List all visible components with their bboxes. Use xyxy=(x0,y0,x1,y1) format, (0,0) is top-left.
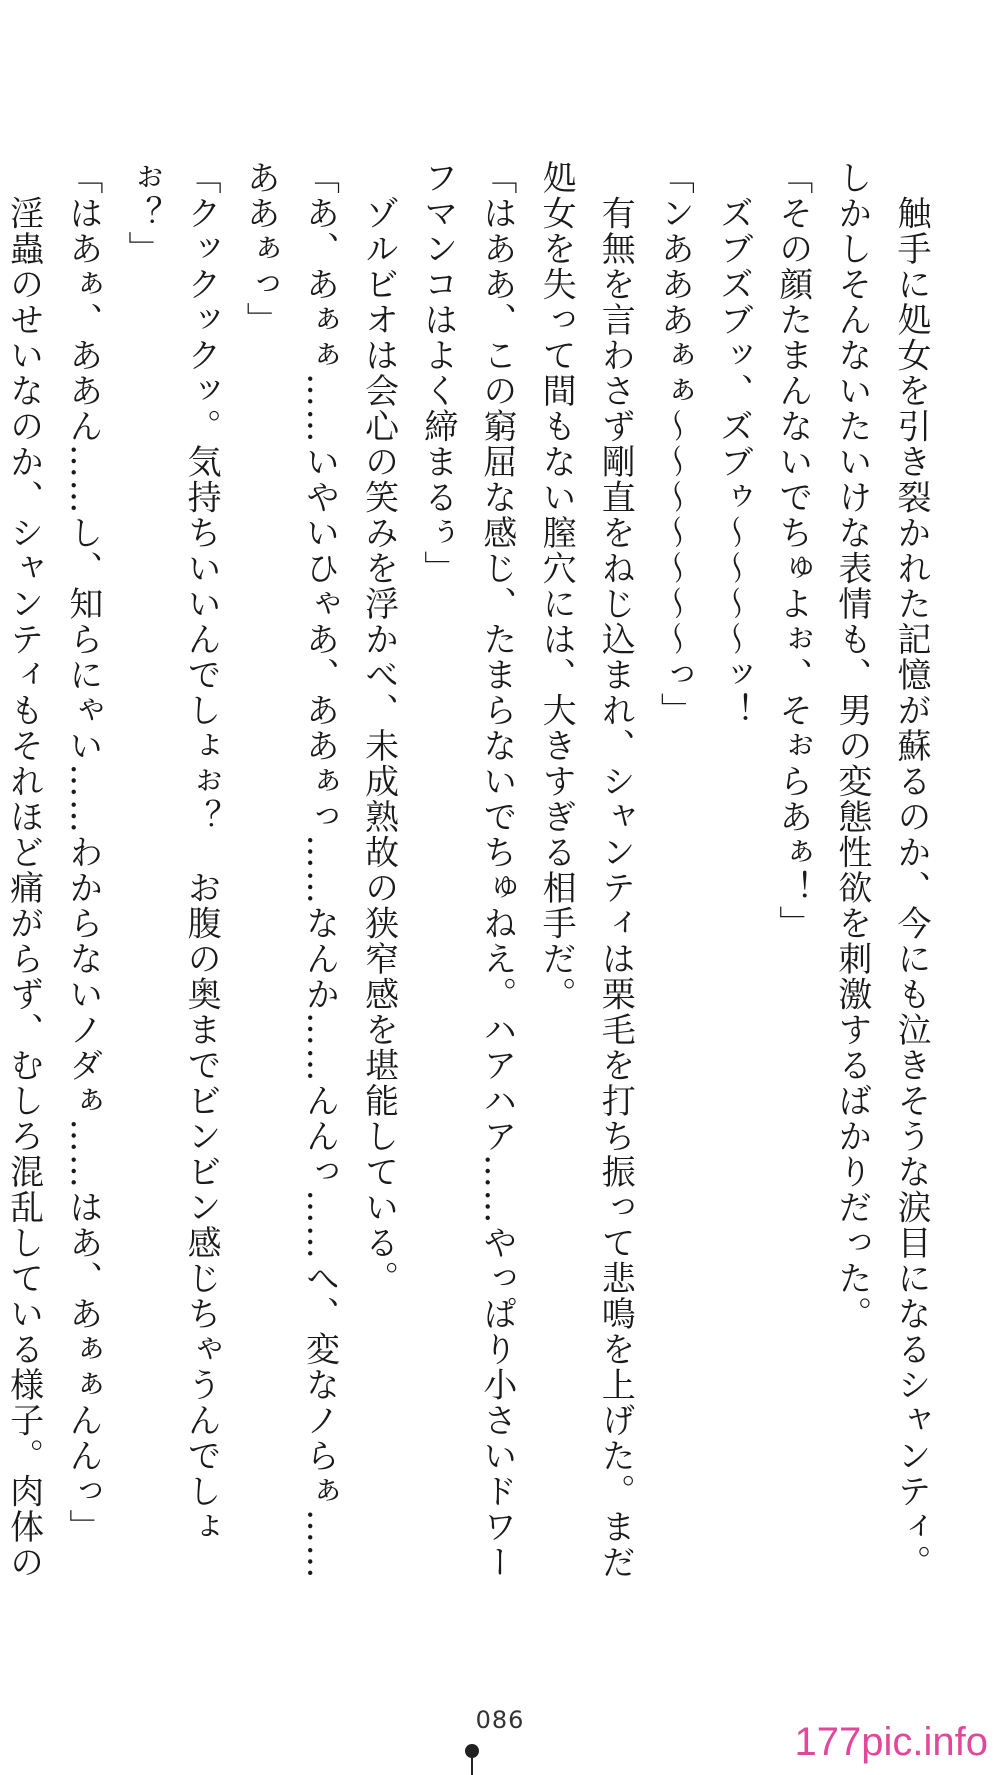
text-line: 「クックックッ。気持ちいいんでしょぉ？ お腹の奥までビンビン感じちゃうんでしょ xyxy=(181,160,222,1545)
text-line: 淫蟲のせいなのか、シャンティもそれほど痛がらず、むしろ混乱している様子。肉体の xyxy=(3,160,44,1580)
text-line: 「はあぁ、ああん……し、知らにゃい……わからないノダぁ……はあ、あぁぁんんっ」 xyxy=(62,160,103,1545)
text-line: 「ンあああぁぁ～～～～～～～っ」 xyxy=(654,160,695,728)
text-line: 処女を失って間もない膣穴には、大きすぎる相手だ。 xyxy=(536,160,577,1012)
text-line: 「はああ、この窮屈な感じ、たまらないでちゅねえ。ハアハア……やっぱり小さいドワー xyxy=(476,160,517,1580)
text-line: ズブズブッ、ズブゥ～～～～ッ！ xyxy=(713,160,754,728)
text-line: 「その顔たまんないでちゅよぉ、そぉらあぁ！」 xyxy=(772,160,813,941)
text-line: しかしそんないたいけな表情も、男の変態性欲を刺激するばかりだった。 xyxy=(831,160,872,1332)
page-marker-line xyxy=(471,1756,473,1775)
novel-text-block xyxy=(3,160,940,1580)
text-line: フマンコはよく締まるぅ」 xyxy=(417,160,458,586)
vertical-text xyxy=(3,160,940,1580)
text-line: 触手に処女を引き裂かれた記憶が蘇るのか、今にも泣きそうな涙目になるシャンティ。 xyxy=(891,160,931,1580)
watermark-text: 177pic.info xyxy=(794,1720,988,1764)
text-line: ぉ？」 xyxy=(121,160,162,267)
text-line: 「あ、あぁぁ……いやいひゃあ、ああぁっ……なんか……んんっ……へ、変なノらぁ…… xyxy=(299,160,340,1580)
text-line: ああぁっ」 xyxy=(240,160,281,338)
page-number: 086 xyxy=(475,1706,525,1734)
text-line: ゾルビオは会心の笑みを浮かべ、未成熟故の狭窄感を堪能している。 xyxy=(358,160,399,1296)
text-line: 有無を言わさず剛直をねじ込まれ、シャンティは栗毛を打ち振って悲鳴を上げた。まだ xyxy=(595,160,636,1580)
